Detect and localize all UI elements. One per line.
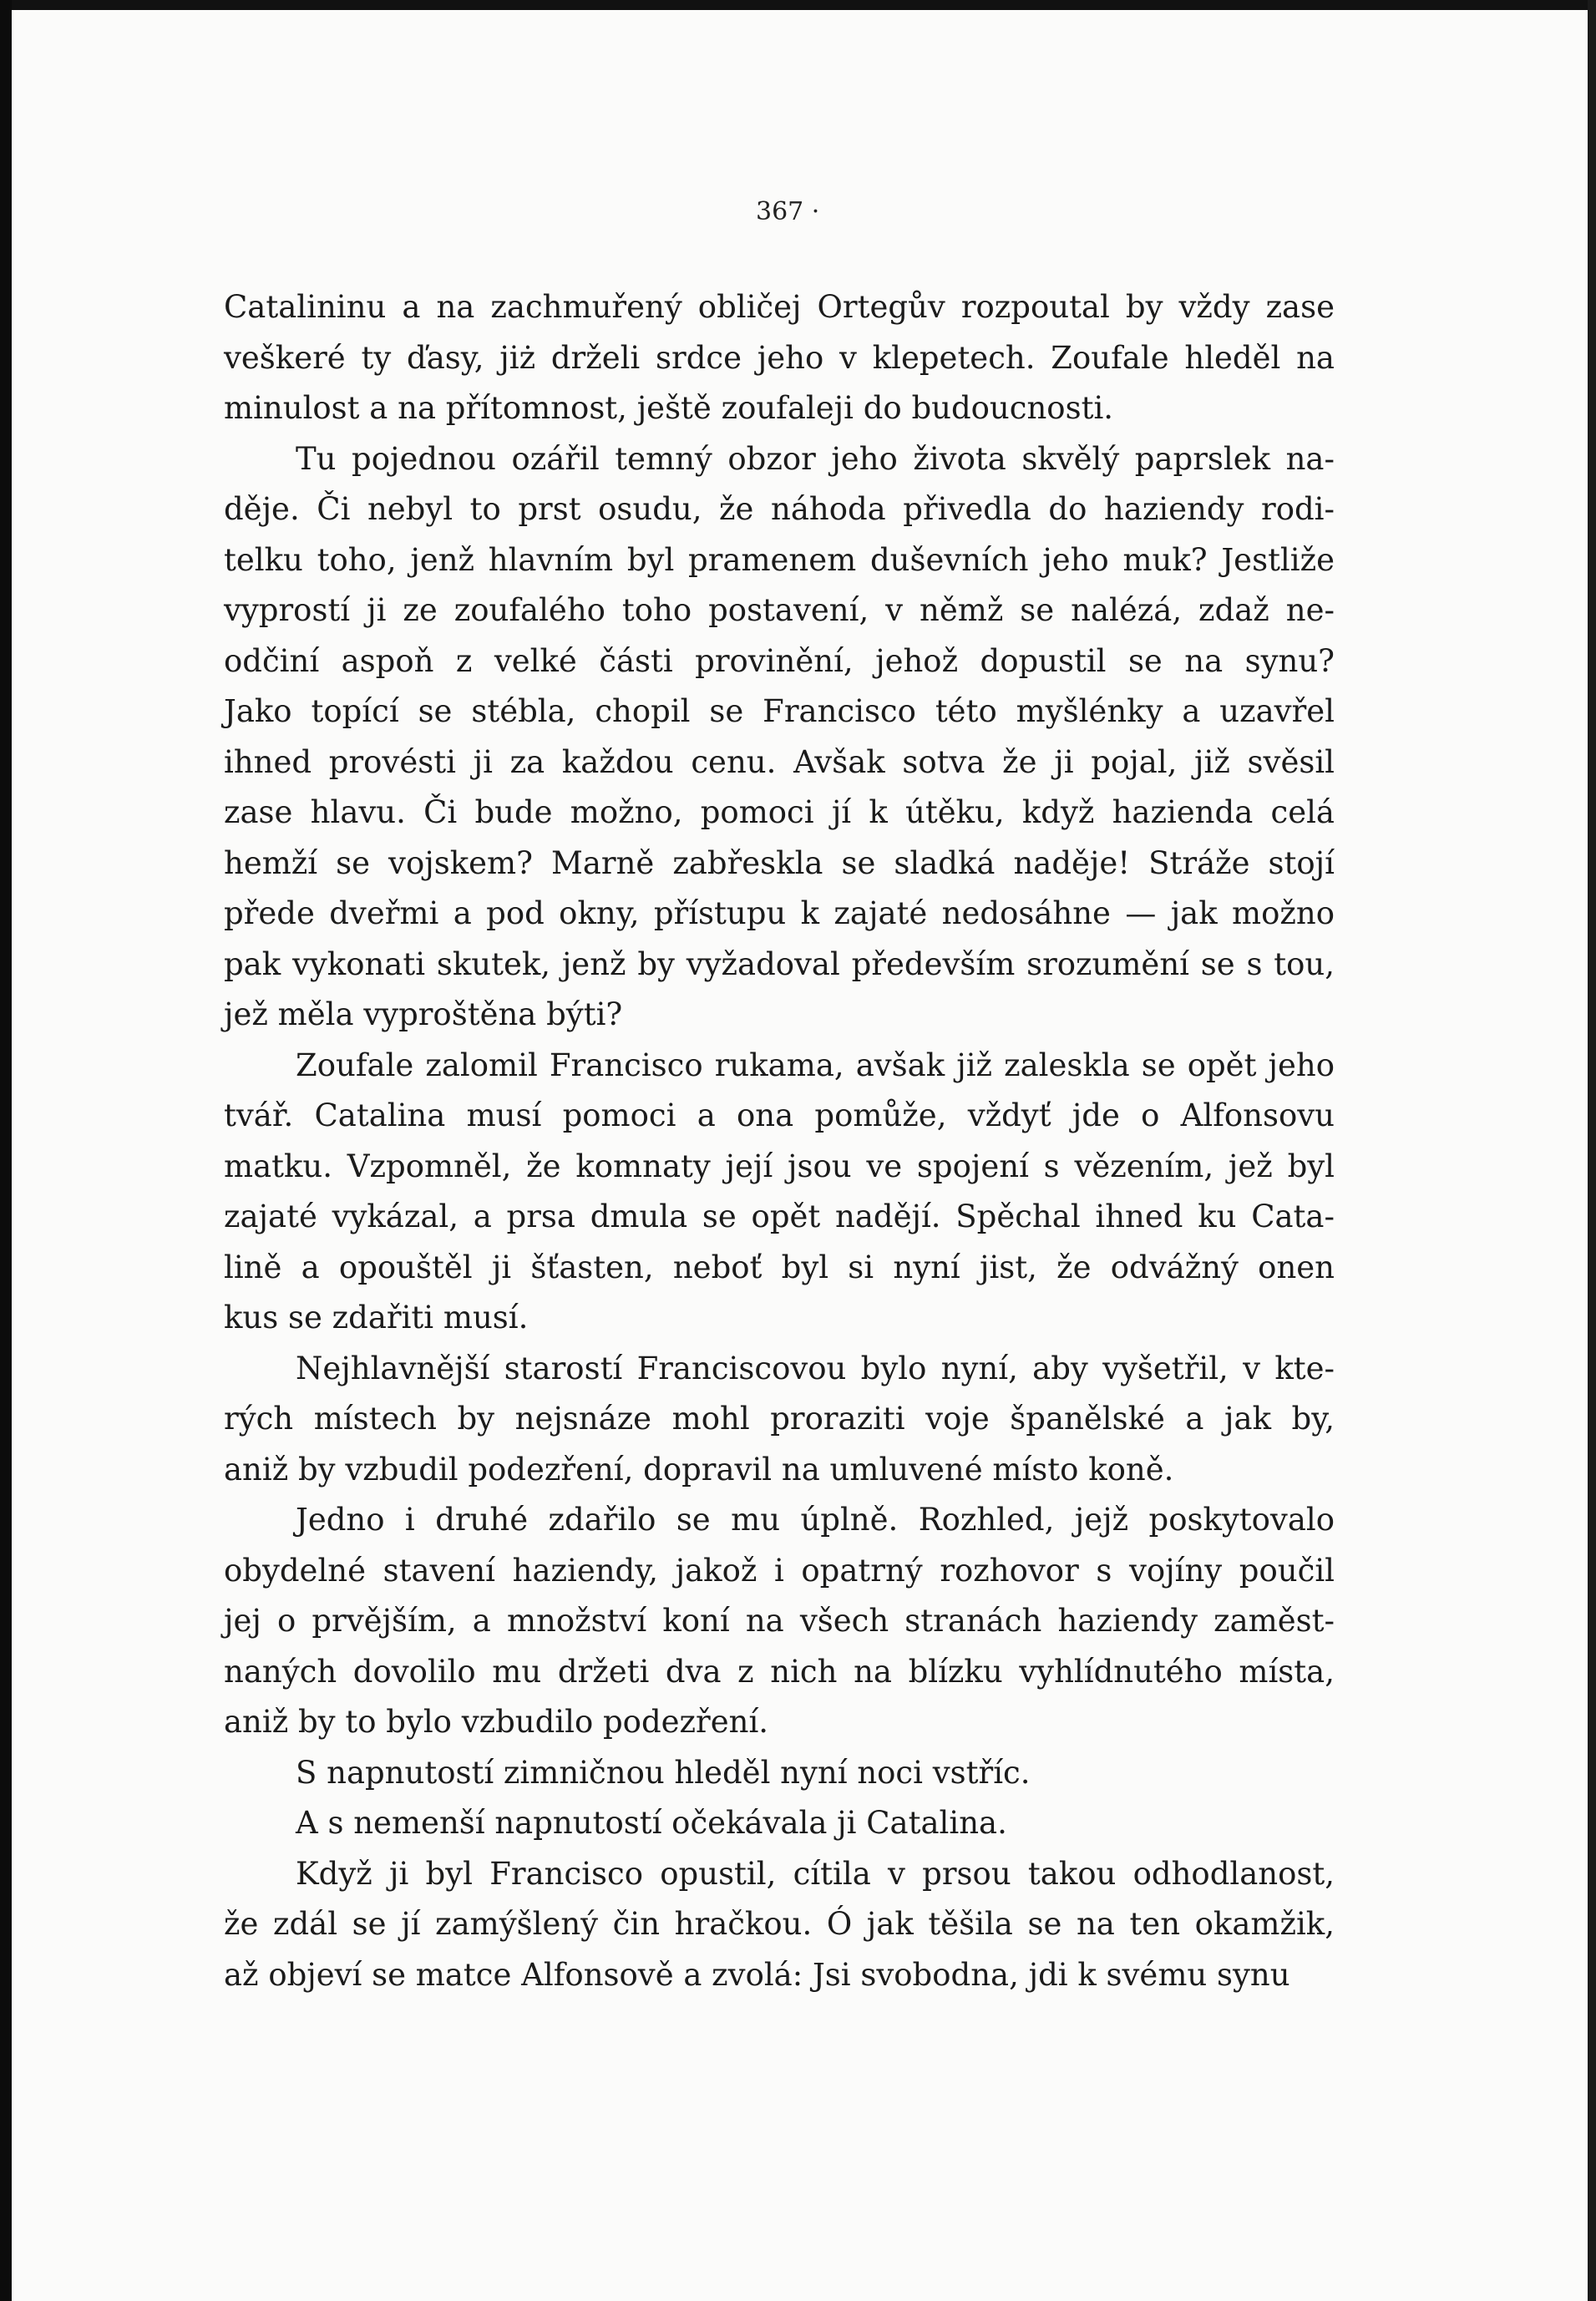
text-line: aniž by to bylo vzbudilo podezření. <box>224 1704 769 1740</box>
paragraph <box>224 1798 1335 1849</box>
paragraph <box>224 1041 1335 1344</box>
text-line: Tu pojednou ozářil temný obzor jeho života skvělý paprslek na- <box>296 440 1335 477</box>
page-number: 367 · <box>756 197 820 226</box>
text-line: jež měla vyproštěna býti? <box>224 996 623 1032</box>
text-line: zajaté vykázal, a prsa dmula se opět nadějí. Spěchal ihned ku Cata- <box>224 1199 1335 1234</box>
text-line: odčiní aspoň z velké části provinění, jehož dopustil se na synu? <box>224 642 1335 679</box>
text-line: Jako topící se stébla, chopil se Francisco této myšlénky a uzavřel <box>224 693 1335 729</box>
paragraph <box>224 282 1335 434</box>
text-line: jej o prvějším, a množství koní na všech stranách haziendy zaměst- <box>224 1603 1335 1639</box>
text-line: zase hlavu. Či bude možno, pomoci jí k útěku, když hazienda celá <box>224 794 1335 830</box>
text-line: vyprostí ji ze zoufalého toho postavení, v němž se nalézá, zdaž ne- <box>224 592 1335 628</box>
text-line: přede dveřmi a pod okny, přístupu k zajaté nedosáhne — jak možno <box>224 895 1335 931</box>
text-line: až objeví se matce Alfonsově a zvolá: Jsi svobodna, jdi k svému synu <box>224 1956 1290 1993</box>
text-line: Nejhlavnější starostí Franciscovou bylo nyní, aby vyšetřil, v kte- <box>296 1350 1335 1386</box>
paragraph <box>224 1344 1335 1496</box>
text-line: minulost a na přítomnost, ještě zoufaleji do budoucnosti. <box>224 390 1114 426</box>
text-line: Když ji byl Francisco opustil, cítila v prsou takou odhodlanost, <box>296 1855 1335 1892</box>
text-line: S napnutostí zimničnou hleděl nyní noci vstříc. <box>296 1754 1031 1791</box>
scan-edge-left <box>0 0 12 2301</box>
text-line: Zoufale zalomil Francisco rukama, avšak již zaleskla se opět jeho <box>296 1047 1335 1083</box>
paragraph <box>224 434 1335 1041</box>
text-line: A s nemenší napnutostí očekávala ji Catalina. <box>296 1805 1007 1841</box>
text-line: hemží se vojskem? Marně zabřeskla se sladká naděje! Stráže stojí <box>224 844 1335 881</box>
text-line: pak vykonati skutek, jenž by vyžadoval především srozumění se s tou, <box>224 945 1335 982</box>
text-line: ihned provésti ji za každou cenu. Avšak sotva že ji pojal, již svěsil <box>224 743 1335 780</box>
text-line: naných dovolilo mu držeti dva z nich na blízku vyhlídnutého místa, <box>224 1653 1335 1690</box>
text-line: veškeré ty ďasy, jiż drželi srdce jeho v klepetech. Zoufale hleděl na <box>224 339 1335 376</box>
text-line: lině a opouštěl ji šťasten, neboť byl si nyní jist, že odvážný onen <box>224 1249 1335 1285</box>
body-text <box>224 282 1335 2000</box>
text-line: telku toho, jenž hlavním byl pramenem duševních jeho muk? Jestliže <box>224 541 1335 578</box>
text-line: že zdál se jí zamýšlený čin hračkou. Ó jak těšila se na ten okamžik, <box>224 1906 1335 1942</box>
text-line: Jedno i druhé zdařilo se mu úplně. Rozhled, jejž poskytovalo <box>296 1502 1335 1538</box>
scan-edge-right <box>1588 0 1596 2301</box>
paragraph <box>224 1849 1335 2001</box>
text-line: matku. Vzpomněl, že komnaty její jsou ve spojení s vězením, jež byl <box>224 1148 1335 1184</box>
text-line: aniž by vzbudil podezření, dopravil na umluvené místo koně. <box>224 1451 1174 1488</box>
text-line: děje. Či nebyl to prst osudu, že náhoda přivedla do haziendy rodi- <box>224 491 1335 527</box>
text-line: kus se zdařiti musí. <box>224 1300 529 1335</box>
text-line: obydelné stavení haziendy, jakož i opatrný rozhovor s vojíny poučil <box>224 1552 1335 1589</box>
text-line: Catalininu a na zachmuřený obličej Ortegův rozpoutal by vždy zase <box>224 289 1335 325</box>
text-line: rých místech by nejsnáze mohl proraziti voje španělské a jak by, <box>224 1401 1335 1437</box>
paragraph <box>224 1495 1335 1748</box>
paragraph <box>224 1748 1335 1799</box>
scan-edge-top <box>0 0 1596 10</box>
text-line: tvář. Catalina musí pomoci a ona pomůže, vždyť jde o Alfonsovu <box>224 1097 1335 1133</box>
